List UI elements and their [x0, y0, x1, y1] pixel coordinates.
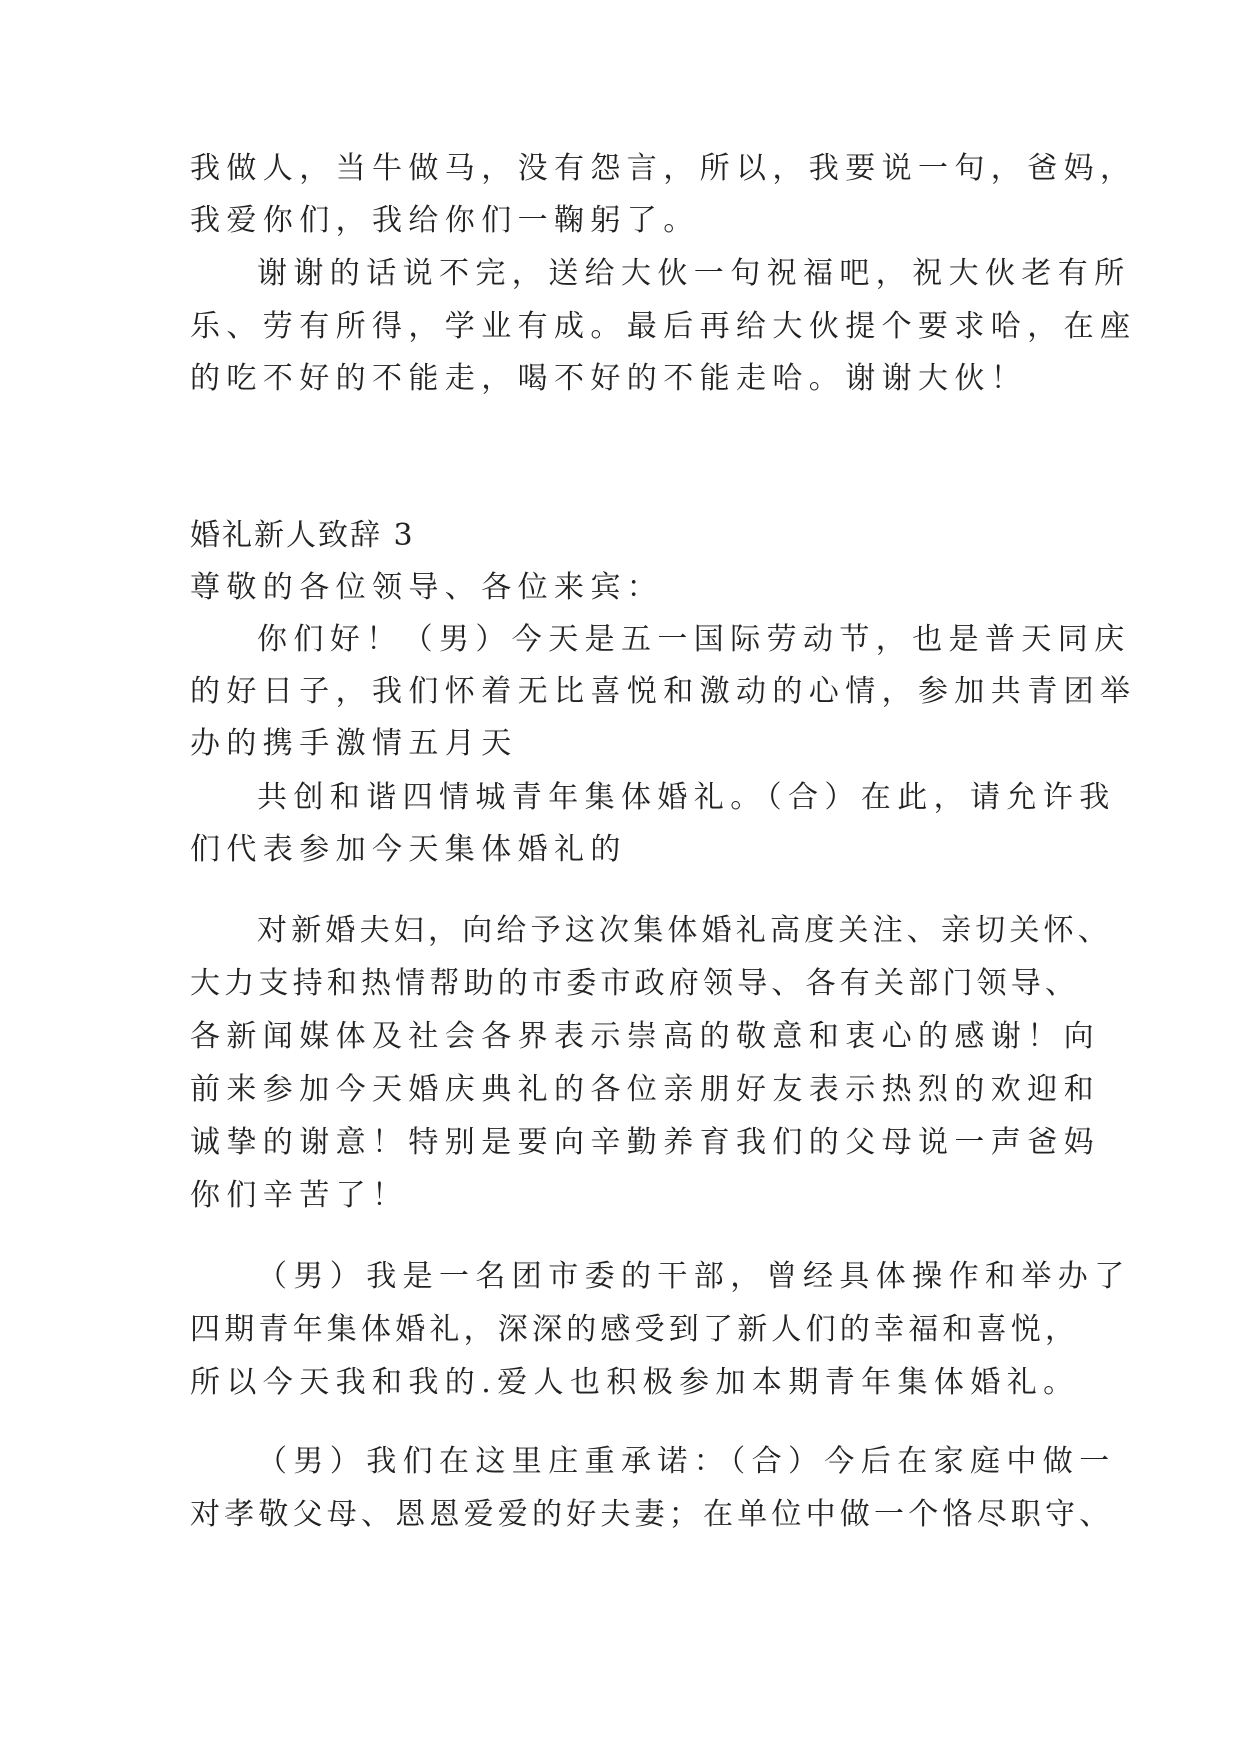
text-line: 谢谢的话说不完，送给大伙一句祝福吧，祝大伙老有所 — [257, 256, 1131, 291]
text-line: 前来参加今天婚庆典礼的各位亲朋好友表示热烈的欢迎和 — [190, 1072, 1100, 1107]
text-line: 共创和谐四情城青年集体婚礼。（合）在此，请允许我 — [257, 780, 1116, 815]
text-line: 大力支持和热情帮助的市委市政府领导、各有关部门领导、 — [190, 966, 1080, 1001]
text-line: 的吃不好的不能走，喝不好的不能走哈。谢谢大伙！ — [190, 361, 1028, 396]
text-line: 所以今天我和我的.爱人也积极参加本期青年集体婚礼。 — [190, 1365, 1080, 1400]
text-line: 你们好！（男）今天是五一国际劳动节，也是普天同庆 — [257, 622, 1131, 657]
text-line: 们代表参加今天集体婚礼的 — [190, 832, 627, 867]
text-line: （男）我是一名团市委的干部，曾经具体操作和举办了 — [257, 1259, 1131, 1294]
text-line: 各新闻媒体及社会各界表示崇高的敬意和衷心的感谢！向 — [190, 1019, 1100, 1054]
text-line: 办的携手激情五月天 — [190, 726, 518, 761]
section-title: 婚礼新人致辞 3 — [190, 518, 415, 553]
text-line: （男）我们在这里庄重承诺：（合）今后在家庭中做一 — [257, 1444, 1116, 1479]
text-line: 诚挚的谢意！特别是要向辛勤养育我们的父母说一声爸妈 — [190, 1125, 1100, 1160]
text-line: 我爱你们，我给你们一鞠躬了。 — [190, 203, 700, 238]
text-line: 你们辛苦了！ — [190, 1178, 409, 1213]
text-line: 的好日子，我们怀着无比喜悦和激动的心情，参加共青团举 — [190, 674, 1137, 709]
text-line: 对孝敬父母、恩恩爱爱的好夫妻；在单位中做一个恪尽职守、 — [190, 1497, 1114, 1532]
text-line: 乐、劳有所得，学业有成。最后再给大伙提个要求哈，在座 — [190, 309, 1137, 344]
text-line: 对新婚夫妇，向给予这次集体婚礼高度关注、亲切关怀、 — [257, 913, 1112, 948]
text-line: 四期青年集体婚礼，深深的感受到了新人们的幸福和喜悦， — [190, 1312, 1080, 1347]
text-line: 我做人，当牛做马，没有怨言，所以，我要说一句，爸妈， — [190, 151, 1137, 186]
salutation: 尊敬的各位领导、各位来宾： — [190, 570, 664, 605]
